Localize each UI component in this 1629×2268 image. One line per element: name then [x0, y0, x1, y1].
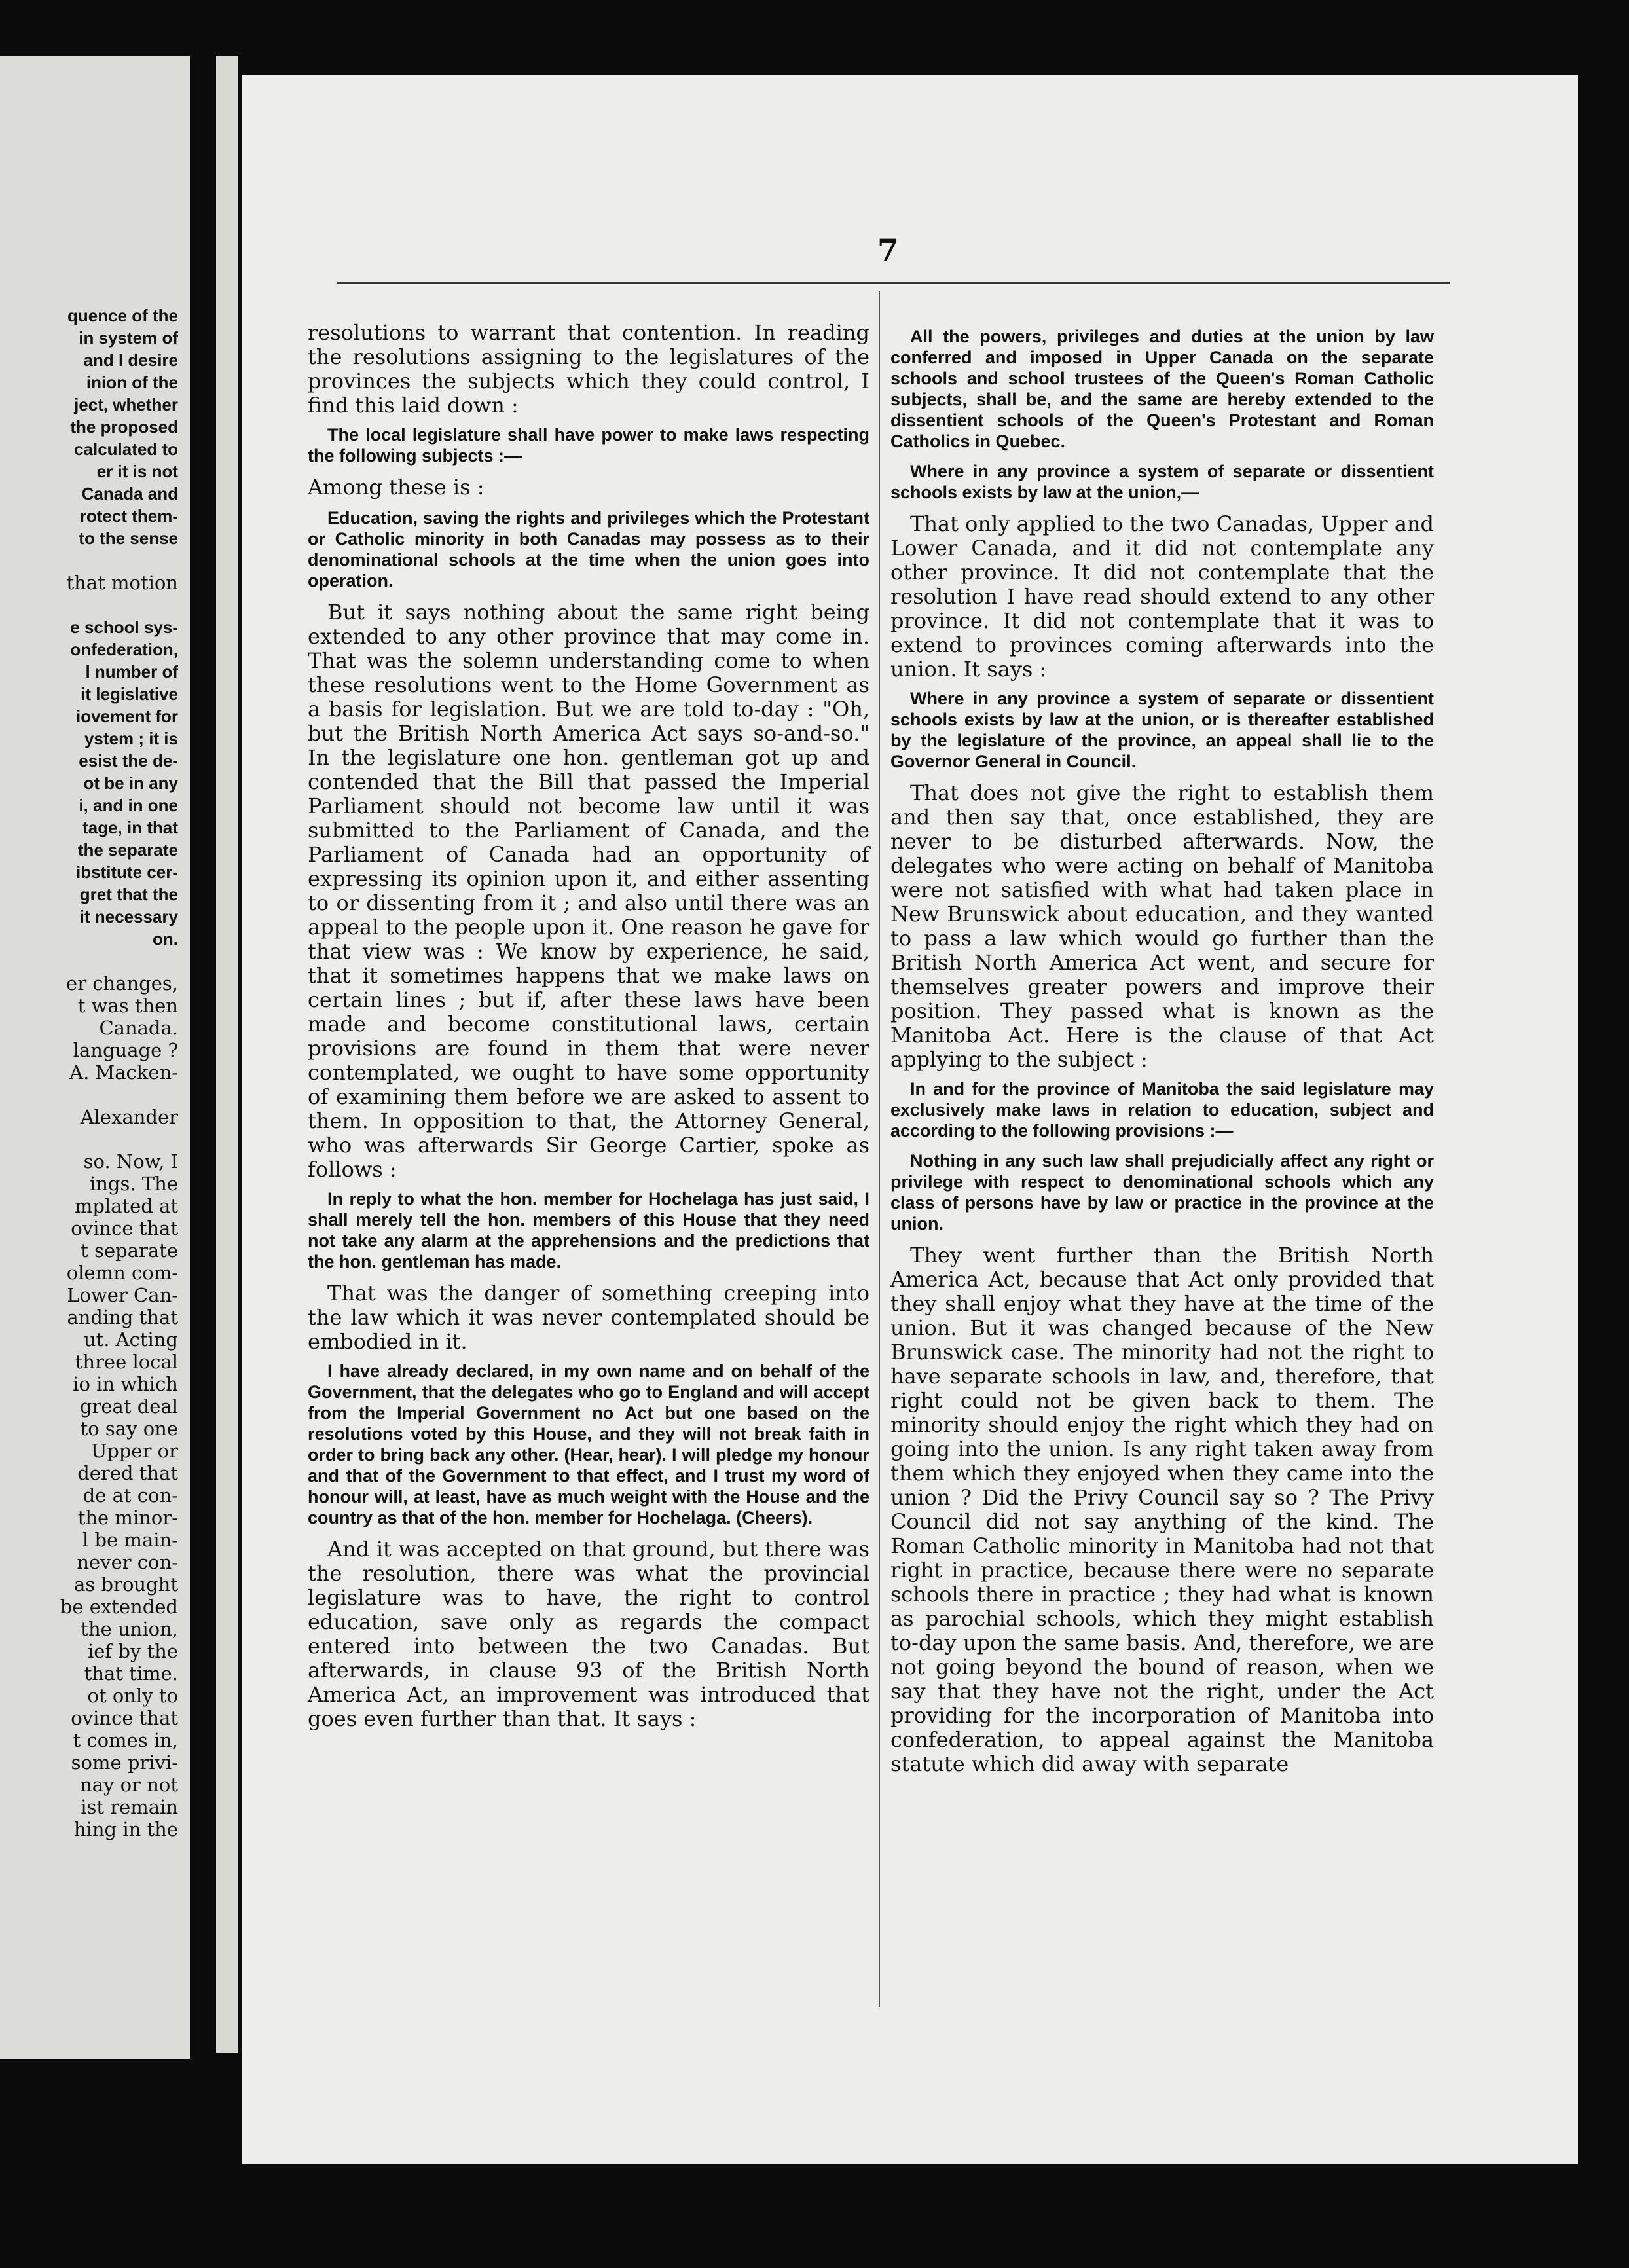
fragment-line: t was then	[77, 995, 178, 1017]
fragment-line: Lower Can-	[67, 1284, 178, 1306]
fragment-line	[0, 950, 183, 972]
left-column	[308, 321, 869, 1738]
fragment-line	[0, 594, 183, 616]
fragment-line: and I desire	[83, 350, 178, 370]
lead-in-line: Among these is :	[308, 475, 485, 500]
fragment-line: it legislative	[81, 684, 178, 704]
fragment-line: hing in the	[73, 1818, 178, 1840]
fragment-line: quence of the	[67, 306, 178, 325]
fragment-line: language ?	[73, 1039, 178, 1061]
fragment-line: ject, whether	[74, 395, 178, 414]
body-paragraph: resolutions to warrant that contention. In reading the resolutions assigning to the legislatures of the provinces the subjects which they could control, I find this laid down :	[308, 320, 869, 418]
fragment-line: three local	[75, 1351, 178, 1373]
fragment-line: ovince that	[71, 1217, 178, 1239]
fragment-line: esist the de-	[79, 751, 178, 771]
fragment-line: great deal	[79, 1395, 178, 1418]
fragment-line: anding that	[67, 1306, 178, 1328]
fragment-line: er it is not	[96, 462, 178, 481]
fragment-line: so. Now, I	[83, 1150, 178, 1173]
fragment-line: iovement for	[75, 706, 178, 726]
fragment-line: Upper or	[90, 1440, 178, 1462]
fragment-line: A. Macken-	[69, 1061, 178, 1084]
fragment-line: io in which	[73, 1373, 178, 1395]
fragment-line: in system of	[79, 328, 178, 348]
fragment-line: ot only to	[87, 1685, 178, 1707]
quoted-passage: Where in any province a system of separate or dissentient schools exists by law at the union, or is thereafter established by the legislature of the province, an appeal shall lie to the Governor General in Council.	[890, 689, 1434, 771]
fragment-line: inion of the	[86, 373, 178, 392]
fragment-line: dered that	[77, 1462, 178, 1484]
fragment-line: gret that the	[79, 885, 178, 904]
fragment-line: the minor-	[77, 1507, 178, 1529]
fragment-line: be extended	[60, 1596, 178, 1618]
fragment-line: on.	[153, 929, 178, 949]
fragment-line: t comes in,	[73, 1729, 178, 1751]
fragment-line: ings. The	[89, 1173, 178, 1195]
fragment-line: ut. Acting	[83, 1328, 178, 1351]
body-paragraph: That only applied to the two Canadas, Upper and Lower Canada, and it did not contemplate any other province. It did not contemplate that the resolution I have read should extend to any other province. It did not contemplate that it was to extend to provinces coming afterwards into the union. It says :	[890, 511, 1434, 682]
quoted-passage: All the powers, privileges and duties at the union by law conferred and imposed in Upper Canada on the separate schools and school trustees of the Queen's Roman Catholic subjects, shall be, and the same are hereby extended to the dissentient schools of the Queen's Protestant and Roman Catholics in Quebec.	[890, 327, 1434, 451]
adjacent-page-fragment	[0, 56, 190, 2059]
page-gutter	[216, 56, 238, 2053]
fragment-line: never con-	[77, 1551, 178, 1573]
fragment-line: e school sys-	[70, 617, 178, 637]
fragment-line: as brought	[74, 1573, 178, 1596]
fragment-line: that time.	[84, 1662, 178, 1685]
fragment-line	[0, 1084, 183, 1106]
fragment-line: Alexander	[80, 1106, 178, 1128]
fragment-line: ovince that	[71, 1707, 178, 1729]
fragment-line: ist remain	[81, 1796, 178, 1818]
fragment-line: to say one	[80, 1418, 178, 1440]
fragment-line: ibstitute cer-	[75, 862, 178, 882]
fragment-line: ief by the	[87, 1640, 178, 1662]
fragment-line: t separate	[81, 1239, 178, 1262]
fragment-line	[0, 549, 183, 572]
fragment-line: ot be in any	[83, 773, 178, 793]
fragment-line: to the sense	[79, 528, 178, 548]
quoted-passage: In and for the province of Manitoba the said legislature may exclusively make laws in relation to education, subject and according to the following provisions :—	[890, 1079, 1434, 1141]
quoted-passage: The local legislature shall have power to make laws respecting the following subjects :—	[308, 425, 869, 466]
fragment-line: olemn com-	[66, 1262, 178, 1284]
page-number: 7	[877, 232, 899, 268]
fragment-line: it necessary	[79, 907, 178, 926]
body-paragraph: And it was accepted on that ground, but there was the resolution, there was what the provincial legislature was to have, the right to control education, save only as regards the compact entered into between the two Canadas. But afterwards, in clause 93 of the British North America Act, an improvement was introduced that goes even further than that. It says :	[308, 1537, 869, 1731]
quoted-passage: Education, saving the rights and privileges which the Protestant or Catholic minority in both Canadas may possess as to their denominational schools at the time when the union goes into operation.	[308, 508, 869, 591]
fragment-line: de at con-	[82, 1484, 178, 1507]
fragment-line: that motion	[66, 572, 178, 594]
body-paragraph: That does not give the right to establish them and then say that, once established, they are never to be disturbed afterwards. Now, the delegates who were acting on behalf of Manitoba were not satisfied with what had taken place in New Brunswick about education, and they wanted to pass a law which would go further than the British North America Act went, and secure for themselves greater powers and improve their position. They passed what is known as the Manitoba Act. Here is the clause of that Act applying to the subject :	[890, 780, 1434, 1072]
body-paragraph: But it says nothing about the same right being extended to any other province that may come in. That was the solemn understanding come to when these resolutions went to the Home Government as a basis for legislation. But we are told to-day : "Oh, but the British North America Act says so-and-so." In the legislature one hon. gentleman got up and contended that the Bill that passed the Imperial Parliament should not become law until it was submitted to the Parliament of Canada, and the Parliament of Canada had an opportunity of expressing its opinion upon it, and either assenting to or dissenting from it ; and also until there was an appeal to the people upon it. One reason he gave for that view was : We know by experience, he said, that it sometimes happens that we make laws on certain lines ; but if, after these laws have been made and become constitutional laws, certain provisions are found in them that were never contemplated, we ought to have some opportunity of examining them before we are asked to assent to them. In opposition to that, the Attorney General, who was afterwards Sir George Cartier, spoke as follows :	[308, 600, 869, 1182]
fragment-line: l be main-	[82, 1529, 178, 1551]
header-rule	[337, 282, 1450, 284]
fragment-line: some privi-	[71, 1751, 178, 1774]
fragment-line: er changes,	[66, 972, 178, 995]
fragment-line	[0, 1128, 183, 1150]
fragment-line: nay or not	[80, 1774, 178, 1796]
fragment-line: l number of	[85, 662, 178, 682]
fragment-line: ystem ; it is	[84, 729, 178, 748]
fragment-line: onfederation,	[70, 640, 178, 659]
adjacent-page-text	[0, 304, 183, 1840]
quoted-passage: Where in any province a system of separate or dissentient schools exists by law at the union,—	[890, 462, 1434, 502]
right-column	[890, 321, 1434, 1783]
fragment-line: the union,	[81, 1618, 178, 1640]
quoted-passage: Nothing in any such law shall prejudicially affect any right or privilege with respect to denominational schools which any class of persons have by law or practice in the province at the union.	[890, 1151, 1434, 1234]
quoted-passage: I have already declared, in my own name and on behalf of the Government, that the delegates who go to England and will accept from the Imperial Government no Act but one based on the resolutions voted by this House, and they will not break faith in order to bring back any other. (Hear, hear). I will pledge my honour and that of the Government to that effect, and I trust my word of honour will, at least, have as much weight with the House and the country as that of the hon. member for Hochelaga. (Cheers).	[308, 1361, 869, 1527]
fragment-line: mplated at	[74, 1195, 178, 1217]
fragment-line: calculated to	[74, 439, 178, 459]
fragment-line: Canada and	[81, 484, 178, 503]
fragment-line: i, and in one	[79, 796, 178, 815]
fragment-line: the proposed	[70, 417, 178, 437]
fragment-line: Canada.	[99, 1017, 178, 1039]
fragment-line: tage, in that	[82, 818, 178, 837]
quoted-passage: In reply to what the hon. member for Hochelaga has just said, I shall merely tell the hon. members of this House that they need not take any alarm at the apprehensions and the predictions that the hon. gentleman has made.	[308, 1189, 869, 1271]
column-divider	[879, 291, 880, 2007]
fragment-line: the separate	[77, 840, 178, 860]
fragment-line: rotect them-	[79, 506, 178, 526]
body-paragraph: They went further than the British North America Act, because that Act only provided that they shall enjoy what they have at the time of the union. But it was changed because of the New Brunswick case. The minority had not the right to have separate schools in law, and, therefore, that right could not be given back to them. The minority should enjoy the right which they had on going into the union. Is any right taken away from them which they enjoyed when they came into the union ? Did the Privy Council say so ? The Privy Council did not say anything of the kind. The Roman Catholic minority in Manitoba had not that right in practice, because there were no separate schools there in practice ; they had what is known as parochial schools, which they might establish to-day upon the same basis. And, therefore, we are not going beyond the bound of reason, when we say that they have not the right, under the Act providing for the incorporation of Manitoba into confederation, to appeal against the Manitoba statute which did away with separate	[890, 1243, 1434, 1776]
body-paragraph: That was the danger of something creeping into the law which it was never contemplated should be embodied in it.	[308, 1281, 869, 1354]
